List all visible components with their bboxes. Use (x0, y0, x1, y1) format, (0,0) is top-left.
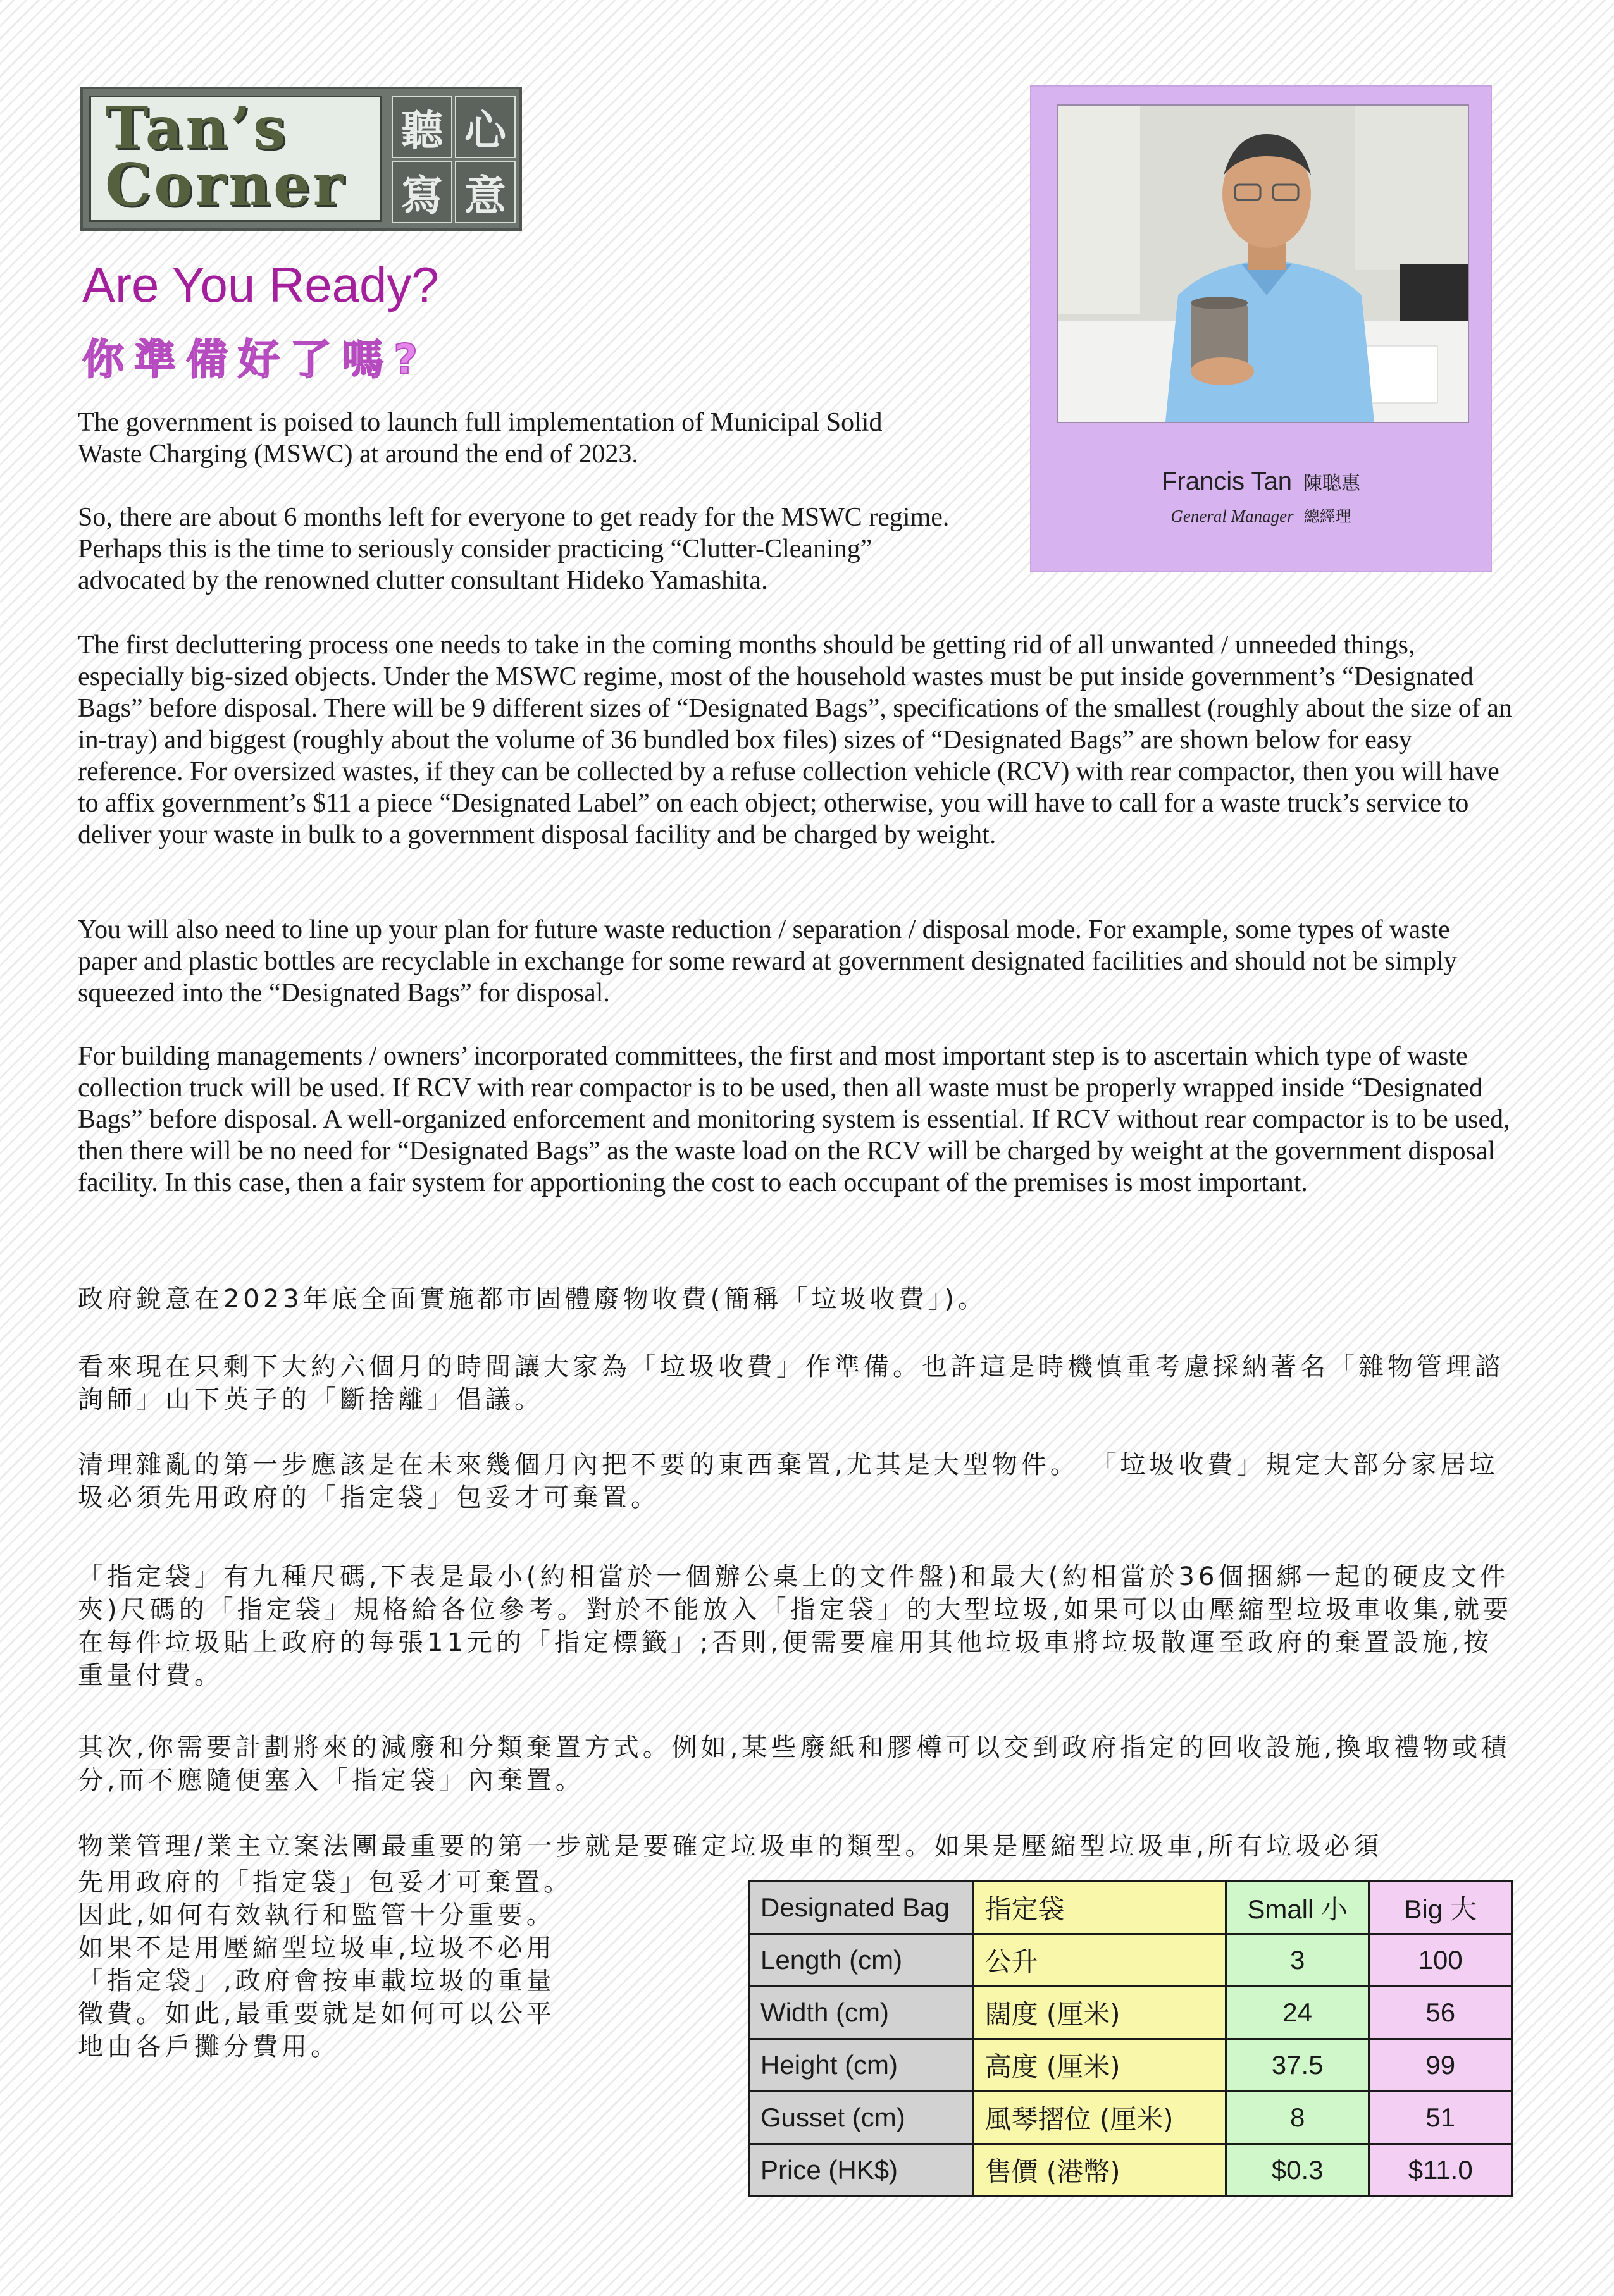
author-role-row (1031, 504, 1491, 527)
logo-line-1: Tan’s (105, 94, 289, 162)
english-paragraph-3: The first decluttering process one needs to take in the coming months should be getting rid of all unwanted / unneeded things, especially big-sized objects. Under the MSWC regime, most of the household wastes must be put inside government’s “Designated Bags” before disposal. There will be 9 different sizes of “Designated Bags”, specifications of the smallest (roughly about the size of an in-tray) and biggest (roughly about the volume of 36 bundled box files) sizes of “Designated Bags” are shown below for easy reference. For oversized wastes, if they can be collected by a refuse collection vehicle (RCV) with rear compactor, then you will have to affix government’s $11 a piece “Designated Label” on each object; otherwise, you will have to call for a waste truck’s service to deliver your waste in bulk to a government disposal facility and be charged by weight. (78, 631, 1512, 849)
chinese-paragraph-6: 物業管理/業主立案法團最重要的第一步就是要確定垃圾車的類型。如果是壓縮型垃圾車,所有垃圾必須 (78, 1832, 1383, 1861)
row-label-zh: 闊度 (厘米) (974, 1987, 1226, 2039)
row-label: Price (HK$) (750, 2144, 974, 2197)
english-paragraph-5: For building managements / owners’ incorporated committees, the first and most important step is to ascertain which type of waste collection truck will be used. If RCV with rear compactor is to be used, then all waste must be properly wrapped inside “Designated Bags” before disposal. A well-organized enforcement and monitoring system is essential. If RCV without rear compactor is to be used, then there will be no need for “Designated Bags” as the waste load on the RCV will be charged by weight at the government disposal facility. In this case, then a fair system for apportioning the cost to each occupant of the premises is most important. (78, 1042, 1510, 1197)
table-header-row (750, 1882, 1512, 1934)
author-role-zh: 總經理 (1303, 507, 1351, 526)
row-big-value: 51 (1369, 2092, 1512, 2144)
table-header-zh: 指定袋 (974, 1882, 1226, 1934)
chinese-paragraph-7-line: 徵費。如此,最重要就是如何可以公平 (78, 1999, 556, 2028)
row-big-value: 100 (1369, 1934, 1512, 1987)
article-title-en: Are You Ready? (82, 257, 439, 312)
chinese-paragraph-7-line: 先用政府的「指定袋」包妥才可棄置。 (78, 1868, 573, 1897)
table-row (750, 1987, 1512, 2039)
chinese-paragraph-7-line: 地由各戶攤分費用。 (78, 2032, 340, 2061)
chinese-paragraph-7-line: 如果不是用壓縮型垃圾車,垃圾不必用 (78, 1934, 556, 1963)
table-header-label: Designated Bag (750, 1882, 974, 1934)
row-label-zh: 售價 (港幣) (974, 2144, 1226, 2197)
chinese-paragraph-7-line: 「指定袋」,政府會按車載垃圾的重量 (78, 1966, 556, 1996)
chinese-paragraph-7-line: 因此,如何有效執行和監管十分重要。 (78, 1901, 556, 1930)
table-header-big: Big 大 (1369, 1882, 1512, 1934)
logo-char-4: 意 (455, 161, 516, 223)
row-label-zh: 風琴摺位 (厘米) (974, 2092, 1226, 2144)
chinese-paragraph-3: 清理雜亂的第一步應該是在未來幾個月內把不要的東西棄置,尤其是大型物件。 「垃圾收費」規定大部分家居垃圾必須先用政府的「指定袋」包妥才可棄置。 (78, 1450, 1499, 1512)
author-name-row (1031, 467, 1491, 496)
tans-corner-logo (80, 87, 522, 231)
chinese-paragraph-4: 「指定袋」有九種尺碼,下表是最小(約相當於一個辦公桌上的文件盤)和最大(約相當於36個捆綁一起的硬皮文件夾)尺碼的「指定袋」規格給各位參考。對於不能放入「指定袋」的大型垃圾,如果可以由壓縮型垃圾車收集,就要在每件垃圾貼上政府的每張11元的「指定標籤」;否則,便需要雇用其他垃圾車將垃圾散運至政府的棄置設施,按重量付費。 (78, 1562, 1513, 1690)
logo-char-1: 聽 (392, 96, 452, 158)
logo-char-3: 寫 (392, 161, 452, 223)
chinese-paragraph-5: 其次,你需要計劃將來的減廢和分類棄置方式。例如,某些廢紙和膠樽可以交到政府指定的回收設施,換取禮物或積分,而不應隨便塞入「指定袋」內棄置。 (78, 1733, 1511, 1795)
row-big-value: 56 (1369, 1987, 1512, 2039)
row-label-zh: 公升 (974, 1934, 1226, 1987)
row-label: Height (cm) (750, 2039, 974, 2092)
author-profile-card (1030, 85, 1492, 572)
logo-wordmark (89, 96, 382, 222)
row-label-zh: 高度 (厘米) (974, 2039, 1226, 2092)
row-big-value: $11.0 (1369, 2144, 1512, 2197)
author-name: Francis Tan (1161, 467, 1292, 495)
chinese-paragraph-2: 看來現在只剩下大約六個月的時間讓大家為「垃圾收費」作準備。也許這是時機慎重考慮採納著名「雜物管理諮詢師」山下英子的「斷捨離」倡議。 (78, 1352, 1504, 1414)
english-paragraph-1: The government is poised to launch full implementation of Municipal Solid Waste Charging (MSWC) at around the end of 2023. (78, 408, 883, 469)
chinese-paragraph-7 (78, 1866, 711, 2063)
row-small-value: 24 (1226, 1987, 1369, 2039)
row-big-value: 99 (1369, 2039, 1512, 2092)
english-paragraph-2: So, there are about 6 months left for everyone to get ready for the MSWC regime. Perhaps this is the time to seriously consider practicing “Clutter-Cleaning” advocated by the renowned clutter consultant Hideko Yamashita. (78, 503, 950, 595)
logo-char-2: 心 (455, 96, 516, 158)
article-title-zh: 你準備好了嗎? (82, 335, 428, 384)
row-label: Length (cm) (750, 1934, 974, 1987)
row-small-value: 3 (1226, 1934, 1369, 1987)
table-row (750, 2092, 1512, 2144)
author-name-zh: 陳聰惠 (1303, 472, 1360, 495)
logo-line-2: Corner (105, 151, 346, 219)
table-row (750, 2144, 1512, 2197)
table-row (750, 1934, 1512, 1987)
designated-bag-table (748, 1880, 1513, 2197)
author-photo (1057, 104, 1469, 423)
logo-chinese-grid (392, 96, 516, 222)
row-small-value: 8 (1226, 2092, 1369, 2144)
chinese-paragraph-1: 政府銳意在2023年底全面實施都市固體廢物收費(簡稱「垃圾收費」)。 (78, 1285, 988, 1314)
table-header-small: Small 小 (1226, 1882, 1369, 1934)
english-paragraph-4: You will also need to line up your plan for future waste reduction / separation / disposal mode. For example, some types of waste paper and plastic bottles are recyclable in exchange for some reward at government designated facilities and should not be simply squeezed into the “Designated Bags” for disposal. (78, 915, 1457, 1008)
row-label: Width (cm) (750, 1987, 974, 2039)
row-label: Gusset (cm) (750, 2092, 974, 2144)
row-small-value: 37.5 (1226, 2039, 1369, 2092)
row-small-value: $0.3 (1226, 2144, 1369, 2197)
table-row (750, 2039, 1512, 2092)
author-role: General Manager (1170, 507, 1294, 526)
